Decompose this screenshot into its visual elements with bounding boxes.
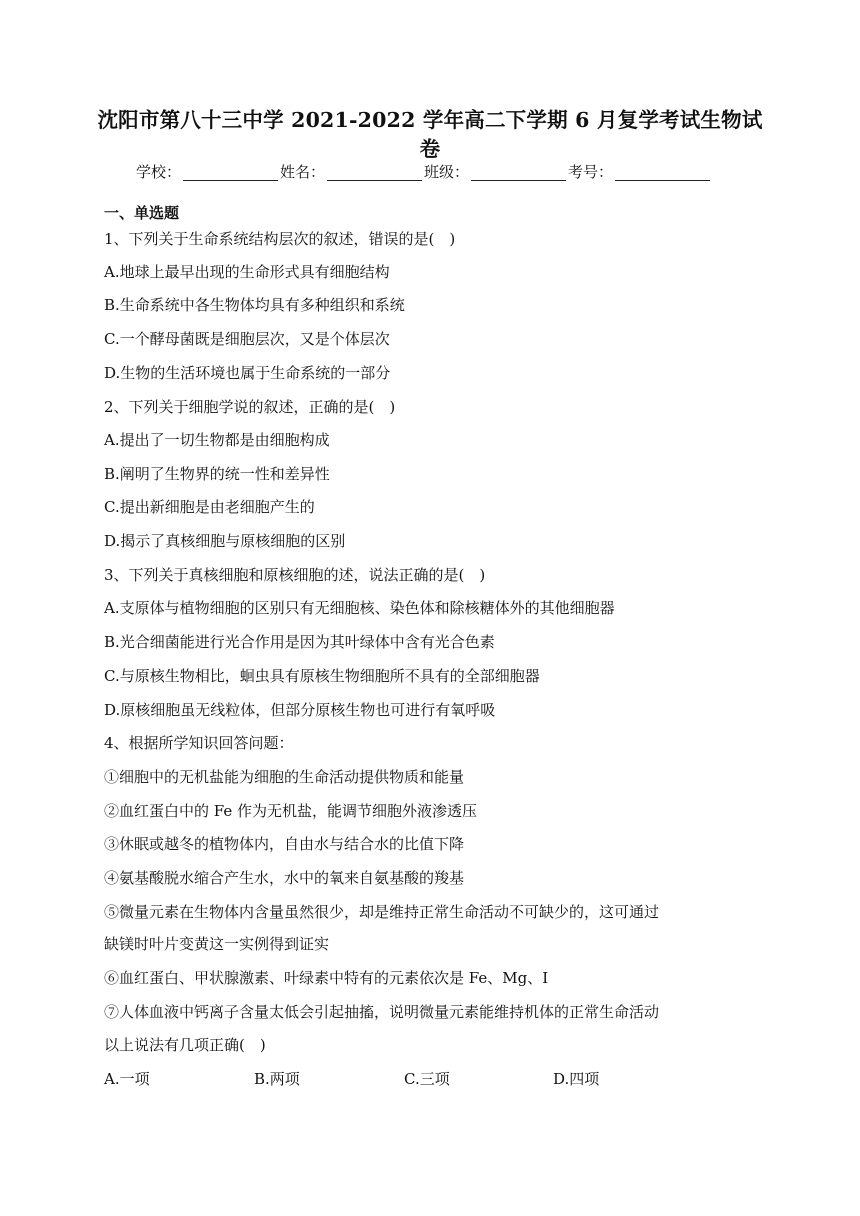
student-info-row	[136, 160, 712, 184]
question-4-option-c: C.三项	[404, 1070, 450, 1088]
question-1-option-c: C.一个酵母菌既是细胞层次，又是个体层次	[104, 330, 390, 348]
question-3-option-d: D.原核细胞虽无线粒体，但部分原核生物也可进行有氧呼吸	[104, 701, 496, 719]
question-2-option-d: D.揭示了真核细胞与原核细胞的区别	[104, 532, 346, 550]
question-3-option-b: B.光合细菌能进行光合作用是因为其叶绿体中含有光合色素	[104, 633, 495, 651]
question-1-option-d: D.生物的生活环境也属于生命系统的一部分	[104, 364, 391, 382]
question-1-option-a: A.地球上最早出现的生命形式具有细胞结构	[104, 263, 390, 281]
question-4-statement-5: ⑤微量元素在生物体内含量虽然很少，却是维持正常生命活动不可缺少的，这可通过	[104, 903, 660, 921]
title-line-2: 卷	[419, 137, 441, 161]
question-1-stem: 1、下列关于生命系统结构层次的叙述，错误的是( )	[104, 230, 456, 248]
school-blank[interactable]	[183, 164, 278, 181]
number-label: 考号：	[568, 163, 614, 181]
question-4-statement-1: ①细胞中的无机盐能为细胞的生命活动提供物质和能量	[104, 768, 465, 786]
question-4-statement-6: ⑥血红蛋白、甲状腺激素、叶绿素中特有的元素依次是 Fe、Mg、I	[104, 969, 549, 987]
question-2-stem: 2、下列关于细胞学说的叙述，正确的是( )	[104, 398, 396, 416]
question-3-option-a: A.支原体与植物细胞的区别只有无细胞核、染色体和除核糖体外的其他细胞器	[104, 599, 615, 617]
number-blank[interactable]	[615, 164, 710, 181]
question-4-statement-2: ②血红蛋白中的 Fe 作为无机盐，能调节细胞外液渗透压	[104, 802, 478, 820]
question-4-statement-7: ⑦人体血液中钙离子含量太低会引起抽搐，说明微量元素能维持机体的正常生命活动	[104, 1003, 660, 1021]
question-3-option-c: C.与原核生物相比，蛔虫具有原核生物细胞所不具有的全部细胞器	[104, 667, 540, 685]
question-4-option-d: D.四项	[553, 1070, 600, 1088]
name-blank[interactable]	[327, 164, 422, 181]
question-4-prompt: 以上说法有几项正确( )	[104, 1036, 266, 1054]
question-2-option-a: A.提出了一切生物都是由细胞构成	[104, 431, 330, 449]
question-3-stem: 3、下列关于真核细胞和原核细胞的述，说法正确的是( )	[104, 566, 486, 584]
question-4-statement-3: ③休眠或越冬的植物体内，自由水与结合水的比值下降	[104, 835, 465, 853]
question-4-option-b: B.两项	[254, 1070, 300, 1088]
class-blank[interactable]	[471, 164, 566, 181]
question-4-stem: 4、根据所学知识回答问题：	[104, 734, 294, 752]
title-line-1: 沈阳市第八十三中学 2021-2022 学年高二下学期 6 月复学考试生物试	[97, 108, 763, 132]
name-label: 姓名：	[280, 163, 326, 181]
page-title	[80, 106, 780, 164]
question-4-statement-5-cont: 缺镁时叶片变黄这一实例得到证实	[104, 935, 330, 953]
question-2-option-b: B.阐明了生物界的统一性和差异性	[104, 465, 330, 483]
school-label: 学校：	[136, 163, 182, 181]
question-1-option-b: B.生命系统中各生物体均具有多种组织和系统	[104, 296, 405, 314]
question-4-statement-4: ④氨基酸脱水缩合产生水，水中的氧来自氨基酸的羧基	[104, 869, 465, 887]
question-4-option-a: A.一项	[104, 1070, 150, 1088]
class-label: 班级：	[424, 163, 470, 181]
section-heading: 一、单选题	[104, 204, 180, 222]
question-2-option-c: C.提出新细胞是由老细胞产生的	[104, 498, 315, 516]
